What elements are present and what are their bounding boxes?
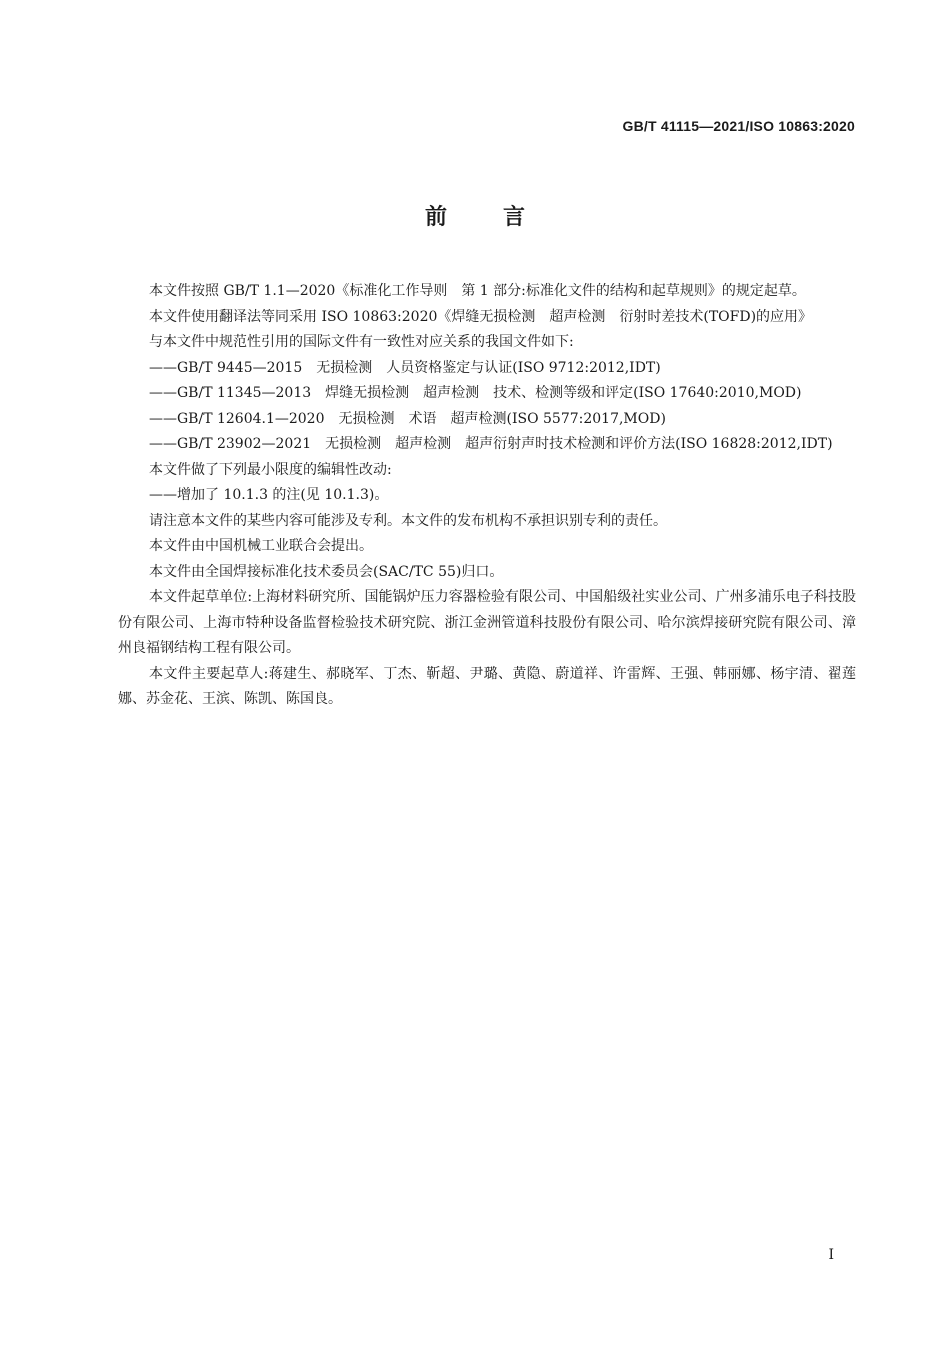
paragraph-committee: 本文件由全国焊接标准化技术委员会(SAC/TC 55)归口。 bbox=[149, 563, 504, 580]
page-number: I bbox=[828, 1247, 834, 1263]
change-item: ——增加了 10.1.3 的注(见 10.1.3)。 bbox=[149, 487, 389, 503]
standard-number-header: GB/T 41115—2021/ISO 10863:2020 bbox=[622, 118, 855, 134]
reference-item: ——GB/T 12604.1—2020 无损检测 术语 超声检测(ISO 5577:2017,MOD) bbox=[149, 410, 666, 427]
foreword-body bbox=[118, 279, 856, 713]
paragraph-drafting-rules: 本文件按照 GB/T 1.1—2020《标准化工作导则 第 1 部分:标准化文件的结构和起草规则》的规定起草。 bbox=[149, 283, 806, 299]
paragraph-changes-intro: 本文件做了下列最小限度的编辑性改动: bbox=[149, 461, 392, 478]
paragraph-drafters: 本文件主要起草人:蒋建生、郝晓军、丁杰、靳超、尹璐、黄隐、蔚道祥、许雷辉、王强、韩丽娜、杨宇清、翟莲娜、苏金花、王滨、陈凯、陈国良。 bbox=[118, 665, 856, 707]
paragraph-adoption: 本文件使用翻译法等同采用 ISO 10863:2020《焊缝无损检测 超声检测 衍射时差技术(TOFD)的应用》 bbox=[149, 308, 813, 325]
reference-item: ——GB/T 9445—2015 无损检测 人员资格鉴定与认证(ISO 9712:2012,IDT) bbox=[149, 359, 661, 376]
paragraph-drafting-units: 本文件起草单位:上海材料研究所、国能锅炉压力容器检验有限公司、中国船级社实业公司、广州多浦乐电子科技股份有限公司、上海市特种设备监督检验技术研究院、浙江金洲管道科技股份有限公司、哈尔滨焊接研究院有限公司、漳州良福钢结构工程有限公司。 bbox=[118, 589, 856, 656]
reference-item: ——GB/T 11345—2013 焊缝无损检测 超声检测 技术、检测等级和评定(ISO 17640:2010,MOD) bbox=[149, 385, 802, 401]
paragraph-patent-notice: 请注意本文件的某些内容可能涉及专利。本文件的发布机构不承担识别专利的责任。 bbox=[149, 512, 667, 529]
reference-item: ——GB/T 23902—2021 无损检测 超声检测 超声衍射声时技术检测和评价方法(ISO 16828:2012,IDT) bbox=[149, 436, 833, 452]
paragraph-proposer: 本文件由中国机械工业联合会提出。 bbox=[149, 538, 373, 554]
paragraph-references-intro: 与本文件中规范性引用的国际文件有一致性对应关系的我国文件如下: bbox=[149, 334, 574, 350]
page-title: 前言 bbox=[424, 205, 581, 230]
